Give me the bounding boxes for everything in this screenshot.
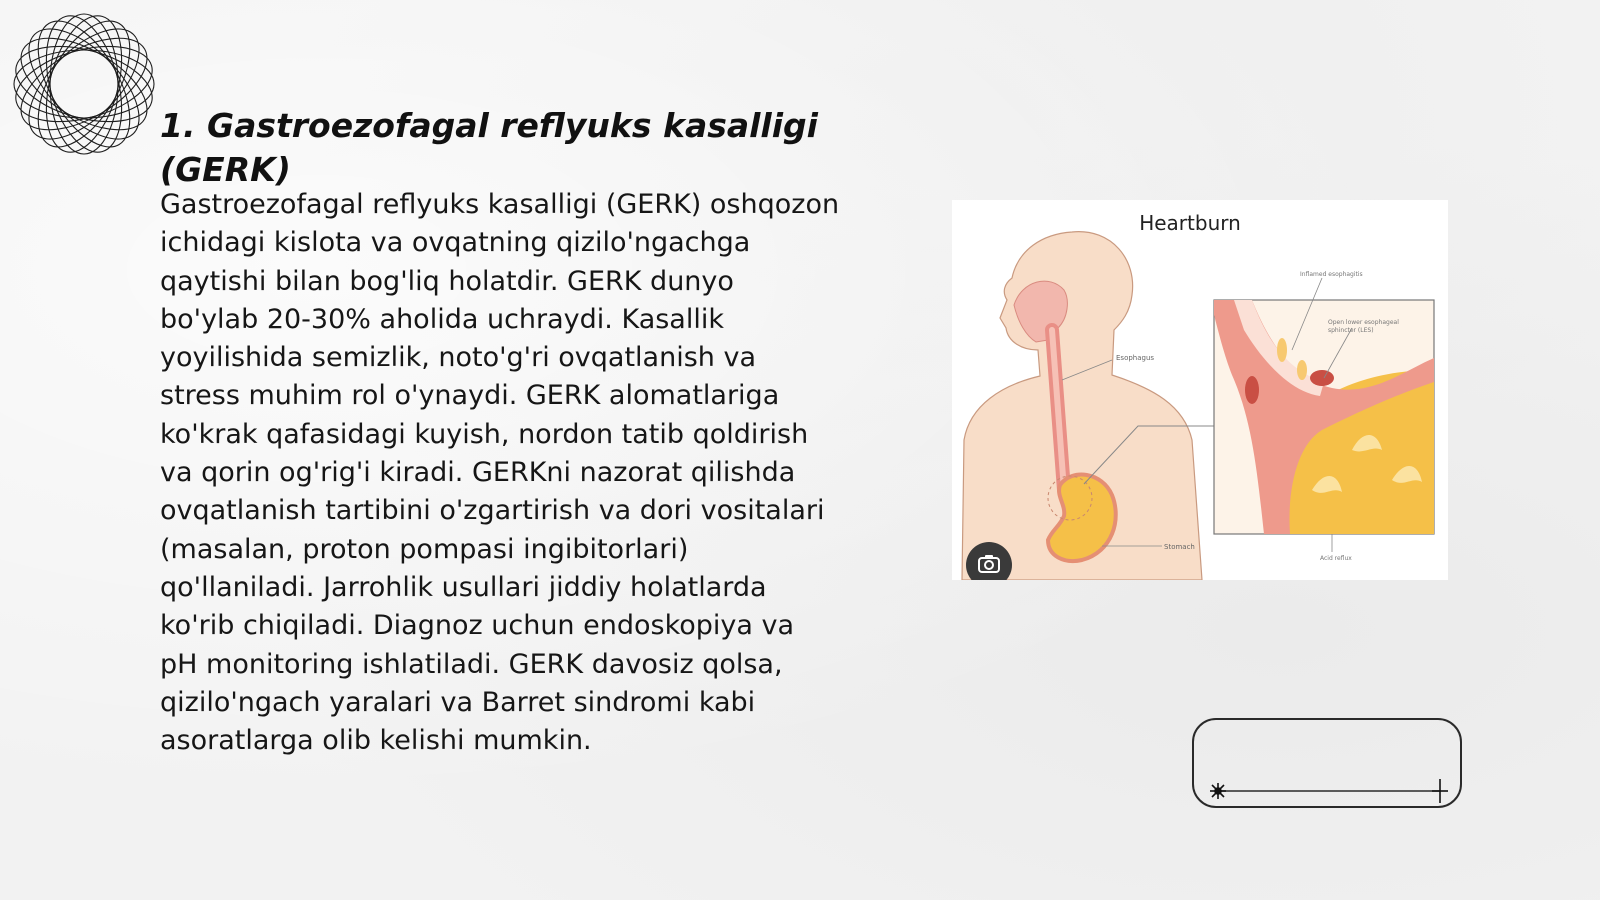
label-reflux: Acid reflux (1320, 555, 1352, 562)
slide-title: 1. Gastroezofagal reflyuks kasalligi (GERK) (160, 106, 818, 189)
label-sphincter-line2: sphincter (LES) (1328, 327, 1374, 334)
label-esophagus: Esophagus (1116, 354, 1155, 362)
camera-icon[interactable] (966, 542, 1012, 580)
slide-body-text: Gastroezofagal reflyuks kasalligi (GERK) oshqozon ichidagi kislota va ovqatning qizilo'ngachga qaytishi bilan bog'liq holatdir. GERK dunyo bo'ylab 20-30% aholida uchraydi. Kasallik yoyilishida semizlik, noto'g'ri ovqatlanish va stress muhim rol o'ynaydi. GERK alomatlariga ko'krak qafasidagi kuyish, nordon tatib qoldirish va qorin og'rig'i kiradi. GERKni nazorat qilishda ovqatlanish tartibini o'zgartirish va dori vositalari (masalan, proton pompasi ingibitorlari) qo'llaniladi. Jarrohlik usullari jiddiy holatlarda ko'rib chiqiladi. Diagnoz uchun endoskopiya va pH monitoring ishlatiladi. GERK davosiz qolsa, qizilo'ngach yaralari va Barret sindromi kabi asoratlarga olib kelishi mumkin. (160, 189, 840, 757)
label-sphincter-line1: Open lower esophageal (1328, 319, 1399, 326)
figure-heading: Heartburn (1139, 211, 1241, 235)
decorative-frame (1192, 718, 1462, 808)
heartburn-illustration (952, 200, 1448, 580)
circle-ornament-icon (10, 10, 158, 158)
label-stomach: Stomach (1164, 543, 1195, 551)
sparkle-icon (1210, 783, 1226, 799)
label-inflamed: Inflamed esophagitis (1300, 271, 1363, 278)
cross-star-icon (1432, 779, 1448, 803)
